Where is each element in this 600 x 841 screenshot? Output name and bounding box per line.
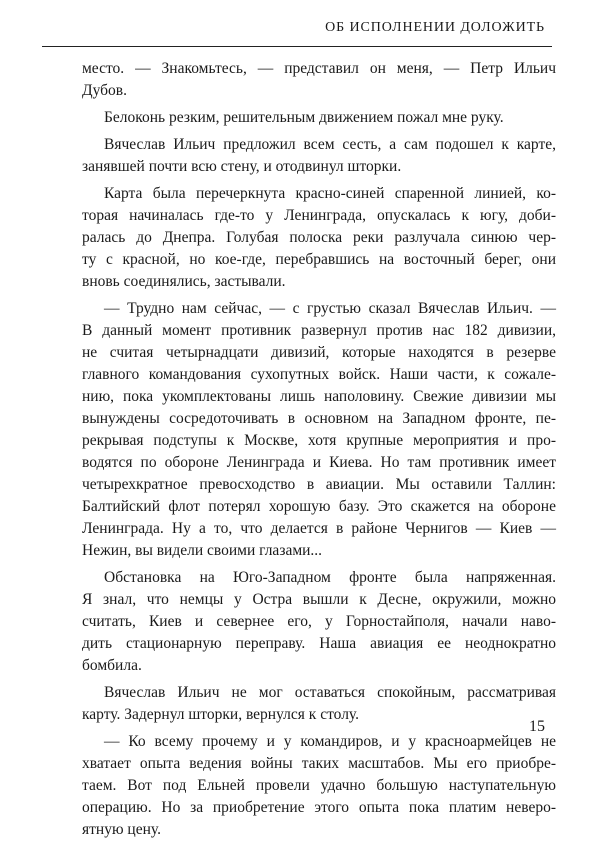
text-line: Я знал, что немцы у Остра вышли к Десне, окружили, можно: [82, 591, 556, 608]
text-line: Белоконь резким, решительным движением пожал мне руку.: [104, 109, 504, 126]
text-line: дить стационарную переправу. Наша авиация ее неоднократно: [82, 635, 556, 652]
text-line: ятную цену.: [82, 821, 161, 838]
text-line: рекрывая подступы к Москве, хотя крупные мероприятия и про-: [82, 432, 556, 449]
paragraph: [82, 731, 556, 841]
text-line: нию, пока укомплектованы лишь наполовину. Свежие дивизии мы: [82, 388, 556, 405]
text-line: Ленинграда. Ну а то, что делается в районе Чернигов — Киев —: [82, 520, 556, 537]
text-line: вновь соединялись, застывали.: [82, 273, 286, 290]
paragraph: [82, 298, 556, 562]
text-line: четырехкратное превосходство в авиации. Мы оставили Таллин:: [82, 476, 556, 493]
text-line: не считая четырнадцати дивизий, которые находятся в резерве: [82, 344, 556, 361]
text-line: — Ко всему прочему и у командиров, и у красноармейцев не: [104, 733, 556, 750]
text-line: место. — Знакомьтесь, — представил он меня, — Петр Ильич: [82, 60, 556, 77]
text-line: Карта была перечеркнута красно-синей спаренной линией, ко-: [104, 185, 556, 202]
text-line: считать, Киев и севернее его, у Горностайполя, начали наво-: [82, 613, 556, 630]
text-line: операцию. Но за приобретение этого опыта пока платим неверо-: [82, 799, 556, 816]
text-line: таем. Вот под Ельней провели удачно большую наступательную: [82, 777, 556, 794]
page-number: 15: [529, 718, 545, 735]
text-line: В данный момент противник развернул против нас 182 дивизии,: [82, 322, 556, 339]
text-line: Балтийский флот потерял хорошую базу. Это скажется на обороне: [82, 498, 556, 515]
text-line: бомбила.: [82, 657, 142, 674]
running-header: ОБ ИСПОЛНЕНИИ ДОЛОЖИТЬ: [325, 20, 545, 35]
text-line: занявшей почти всю стену, и отодвинул шторки.: [82, 158, 402, 175]
page-body: [82, 58, 556, 841]
paragraph: [82, 58, 556, 102]
text-line: Обстановка на Юго-Западном фронте была напряженная.: [104, 569, 556, 586]
text-line: главного командования сухопутных войск. Наши части, к сожале-: [82, 366, 556, 383]
text-line: карту. Задернул шторки, вернулся к столу.: [82, 706, 360, 723]
text-line: ралась до Днепра. Голубая полоска реки разлучала синюю чер-: [82, 229, 556, 246]
text-line: вынуждены сосредоточивать в основном на Западном фронте, пе-: [82, 410, 556, 427]
text-line: хватает опыта ведения войны таких масштабов. Мы его приобре-: [82, 755, 556, 772]
paragraph: [82, 682, 556, 726]
text-line: водятся по обороне Ленинграда и Киева. Но там противник имеет: [82, 454, 556, 471]
paragraph: [82, 567, 556, 677]
text-line: Вячеслав Ильич не мог оставаться спокойным, рассматривая: [104, 684, 556, 701]
paragraph: [82, 134, 556, 178]
text-line: Дубов.: [82, 82, 127, 99]
header-divider: [42, 46, 552, 47]
paragraph: [82, 183, 556, 293]
text-line: Нежин, вы видели своими глазами...: [82, 542, 323, 559]
text-line: ту с красной, но кое-где, перебравшись на восточный берег, они: [82, 251, 556, 268]
text-line: торая начиналась где-то у Ленинграда, опускалась к югу, доби-: [82, 207, 556, 224]
text-line: Вячеслав Ильич предложил всем сесть, а сам подошел к карте,: [104, 136, 556, 153]
text-line: — Трудно нам сейчас, — с грустью сказал Вячеслав Ильич. —: [104, 300, 556, 317]
paragraph: [82, 107, 556, 129]
